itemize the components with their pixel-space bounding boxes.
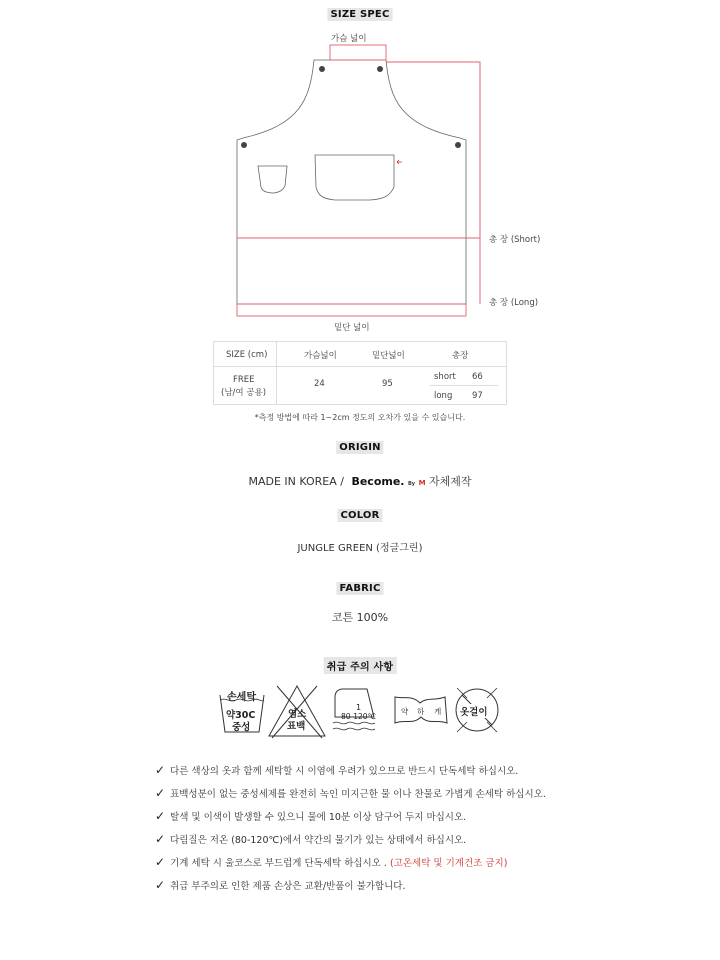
wring-char-3: 게 bbox=[434, 707, 442, 716]
color-value: JUNGLE GREEN (정글그린) bbox=[297, 543, 423, 554]
table-header-size: SIZE (cm) bbox=[226, 350, 268, 360]
no-bleach-bottom: 표백 bbox=[287, 721, 306, 732]
total-long-label: 총 장 (Long) bbox=[489, 298, 539, 308]
table-length-short-name: short bbox=[434, 372, 456, 382]
long-length-line bbox=[466, 62, 480, 304]
table-hem-value: 95 bbox=[382, 379, 393, 389]
hem-width-label: 밑단 넓이 bbox=[334, 323, 370, 333]
table-length-long-name: long bbox=[434, 391, 453, 401]
iron-level: 1 bbox=[356, 703, 362, 712]
no-bleach-top: 염소 bbox=[288, 709, 307, 720]
grommet-right-side bbox=[455, 142, 461, 148]
list-item: ✓ 다른 색상의 옷과 함께 세탁할 시 이염에 우려가 있으므로 반드시 단독세탁 하십시오. bbox=[155, 763, 519, 777]
fabric-title: FABRIC bbox=[336, 582, 383, 595]
total-short-label: 총 장 (Short) bbox=[489, 235, 541, 245]
table-size-name: FREE bbox=[233, 375, 255, 385]
apron-diagram bbox=[0, 0, 720, 340]
wring-char-2: 하 bbox=[417, 707, 425, 716]
list-item: ✓ 다림질은 저온 (80-120℃)에서 약간의 물기가 있는 상태에서 하십시오. bbox=[155, 832, 467, 846]
care-title: 취급 주의 사항 bbox=[324, 657, 397, 674]
origin-title: ORIGIN bbox=[336, 441, 383, 454]
measure-note: *측정 방법에 따라 1~2cm 정도의 오차가 있을 수 있습니다. bbox=[254, 413, 466, 422]
table-chest-value: 24 bbox=[314, 379, 325, 389]
large-pocket bbox=[315, 155, 394, 200]
iron-icon bbox=[333, 689, 375, 730]
brand-mark: M bbox=[418, 479, 426, 487]
list-item: ✓ 표백성분이 없는 중성세제를 완전히 녹인 미지근한 물 이나 찬물로 가볍게 손세탁 하십시오. bbox=[155, 786, 546, 800]
table-header-hem: 밑단넓이 bbox=[372, 351, 405, 361]
brand-by: By bbox=[407, 481, 416, 487]
no-hanger-text: 옷걸이 bbox=[459, 704, 489, 718]
list-item: ✓ 기계 세탁 시 울코스로 부드럽게 단독세탁 하십시오 . (고온세탁 및 기계건조 금지) bbox=[155, 855, 508, 869]
grommet-left-side bbox=[241, 142, 247, 148]
iron-temp: 80-120℃ bbox=[341, 712, 376, 721]
origin-line bbox=[0, 473, 720, 489]
hand-wash-top: 손세탁 bbox=[227, 692, 256, 703]
origin-suffix: 자체제작 bbox=[429, 475, 472, 488]
origin-prefix: MADE IN KOREA / bbox=[248, 475, 344, 488]
table-header-length: 총장 bbox=[452, 351, 469, 361]
warning-highlight: (고온세탁 및 기계건조 금지) bbox=[389, 858, 508, 869]
fabric-value: 코튼 100% bbox=[331, 611, 389, 624]
hand-wash-bottom: 중성 bbox=[232, 722, 251, 733]
list-item: ✓ 취급 부주의로 인한 제품 손상은 교환/반품이 불가합니다. bbox=[155, 878, 406, 892]
wring-char-1: 약 bbox=[401, 707, 409, 716]
table-header-chest: 가슴넓이 bbox=[304, 351, 337, 361]
small-pocket bbox=[258, 166, 287, 193]
table-size-note: (남/여 공용) bbox=[221, 388, 267, 398]
apron-outline bbox=[237, 60, 466, 304]
grommet-right-top bbox=[377, 66, 383, 72]
color-title: COLOR bbox=[337, 509, 382, 522]
hand-wash-middle: 약30C bbox=[226, 710, 256, 721]
short-length-line bbox=[237, 62, 480, 238]
table-length-short-value: 66 bbox=[472, 372, 483, 382]
brand-name: Become. bbox=[351, 475, 405, 488]
list-item: ✓ 탈색 및 이색이 발생할 수 있으니 물에 10분 이상 담구어 두지 마십시오. bbox=[155, 809, 467, 823]
hem-width-bracket bbox=[237, 304, 466, 316]
chest-width-label: 가슴 넓이 bbox=[331, 34, 367, 44]
grommet-left-top bbox=[319, 66, 325, 72]
table-length-long-value: 97 bbox=[472, 391, 483, 401]
chest-width-bracket bbox=[330, 45, 386, 60]
size-spec-title: SIZE SPEC bbox=[328, 8, 393, 21]
